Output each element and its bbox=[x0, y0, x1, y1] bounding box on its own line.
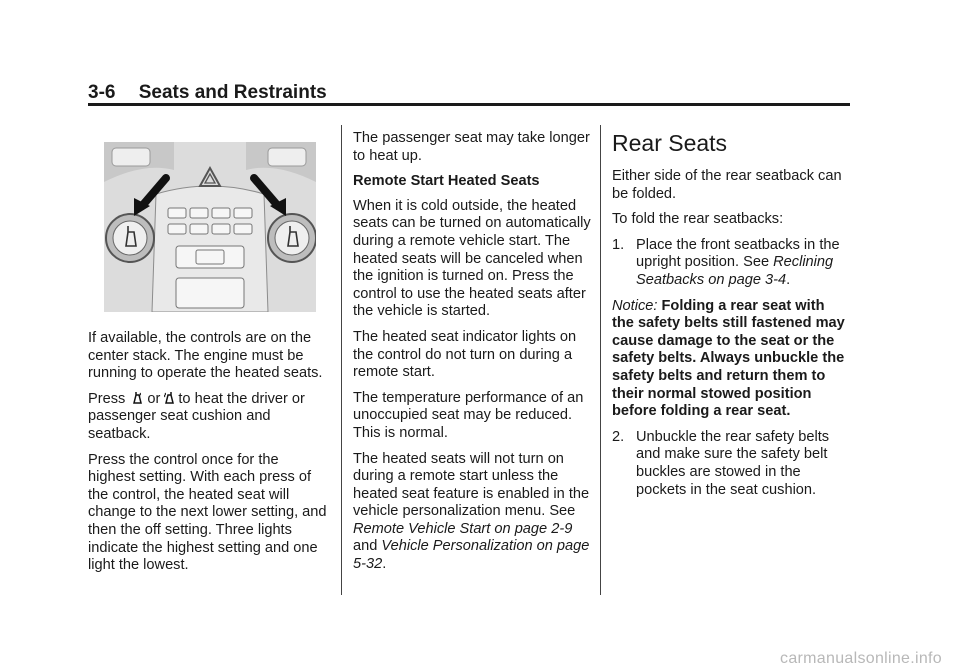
link-reclining-seatbacks[interactable]: Reclining Seatbacks on page 3-4 bbox=[636, 254, 834, 288]
heated-seat-driver-icon bbox=[131, 391, 145, 405]
watermark: carmanualsonline.info bbox=[780, 650, 942, 667]
paragraph-see-also: The heated seats will not turn on during a remote start unless the heated seat feature is enabled in the vehicle personalization menu. See Remote Vehicle Start on page 2-9 and Vehicle Personalization on page 5-32. bbox=[353, 450, 590, 573]
page-header bbox=[88, 82, 850, 104]
column-2 bbox=[353, 130, 591, 582]
list-item-step-1: 1. Place the front seatbacks in the upright position. See Reclining Seatbacks on page 3-4. bbox=[612, 236, 840, 288]
paragraph-press-controls: Press or to heat the driver or passenger seat cushion and seatback. bbox=[88, 390, 305, 442]
paragraph: To fold the rear seatbacks: bbox=[612, 211, 784, 228]
paragraph: Press the control once for the highest setting. With each press of the control, the heated seat will change to the next lower setting, and then the off setting. Three lights indicate the highest setting and one light the lowest. bbox=[88, 451, 327, 574]
column-3 bbox=[612, 130, 850, 507]
subheading-remote-start: Remote Start Heated Seats bbox=[353, 173, 540, 190]
paragraph: If available, the controls are on the center stack. The engine must be running to operate the heated seats. bbox=[88, 330, 323, 382]
notice-text: Folding a rear seat with the safety belts still fastened may cause damage to the seat or the safety belts. Always unbuckle the safety belts and return them to their normal stowed position before folding a rear seat. bbox=[612, 297, 845, 420]
section-number: 3-6 bbox=[88, 82, 116, 103]
section-heading-rear-seats: Rear Seats bbox=[612, 130, 728, 156]
paragraph: The passenger seat may take longer to heat up. bbox=[353, 130, 590, 164]
link-remote-vehicle-start[interactable]: Remote Vehicle Start on page 2-9 bbox=[353, 520, 573, 537]
column-1 bbox=[88, 330, 328, 583]
list-item-step-2: 2. Unbuckle the rear safety belts and make sure the safety belt buckles are stowed in the pockets in the seat cushion. bbox=[612, 428, 830, 498]
paragraph: The temperature performance of an unoccupied seat may be reduced. This is normal. bbox=[353, 389, 584, 441]
section-title: Seats and Restraints bbox=[138, 82, 327, 103]
heated-seat-controls-illustration bbox=[104, 142, 316, 312]
paragraph: The heated seat indicator lights on the control do not turn on during a remote start. bbox=[353, 328, 577, 381]
heated-seat-passenger-icon bbox=[162, 391, 176, 405]
link-vehicle-personalization[interactable]: Vehicle Personalization on page 5-32 bbox=[353, 538, 590, 573]
paragraph: Either side of the rear seatback can be folded. bbox=[612, 168, 842, 202]
notice bbox=[612, 298, 850, 421]
header-rule bbox=[88, 103, 850, 106]
notice-label: Notice: bbox=[612, 297, 658, 314]
column-divider-1 bbox=[341, 125, 342, 595]
paragraph: When it is cold outside, the heated seats can be turned on automatically during a remote vehicle start. The heated seats will be canceled when the ignition is turned on. Press the control to use the heated seats after the vehicle is started. bbox=[353, 197, 591, 320]
column-divider-2 bbox=[600, 125, 601, 595]
